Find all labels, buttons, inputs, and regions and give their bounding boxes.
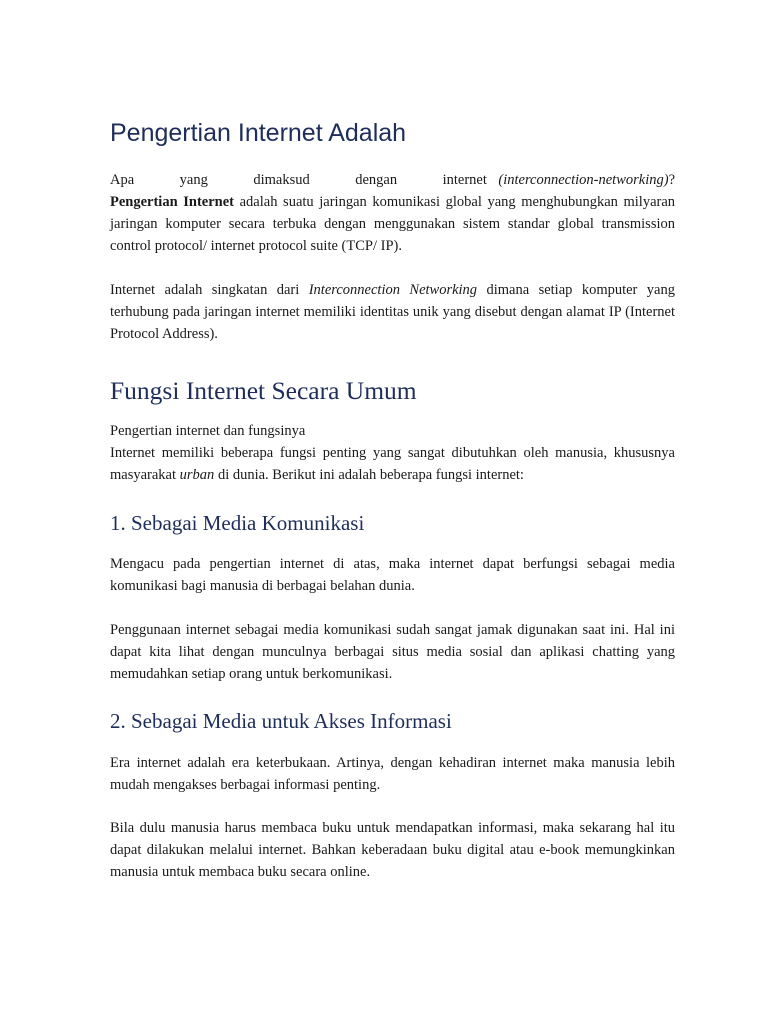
fungsi-intro-lead: Internet memiliki beberapa fungsi penting yang sangat dibutuhkan oleh manusia, khususnya masyarakat — [110, 445, 675, 483]
paragraph-informasi-2: Bila dulu manusia harus membaca buku untuk mendapatkan informasi, maka sekarang hal itu dapat dilakukan melalui internet. Bahkan keberadaan buku digital atau e-book memungkinkan manusia untuk membaca buku secara online. — [110, 820, 675, 880]
section-title-akses-informasi: 2. Sebagai Media untuk Akses Informasi — [110, 709, 452, 733]
abbreviation-rest: dimana setiap komputer yang terhubung pada jaringan internet memiliki identitas unik yang disebut dengan alamat IP (Internet Protocol Address). — [110, 282, 675, 342]
paragraph-definition — [110, 169, 675, 257]
definition-question-mark: ? — [668, 172, 676, 188]
definition-lead: Apa yang dimaksud dengan internet — [110, 172, 487, 188]
paragraph-abbreviation — [110, 279, 675, 345]
abbreviation-italic-term: Interconnection Networking — [308, 282, 478, 298]
definition-rest: adalah suatu jaringan komunikasi global yang menghubungkan milyaran jaringan komputer secara terbuka dengan menggunakan sistem standar global transmission control protocol/ internet protocol suite (TCP/ IP). — [110, 194, 676, 254]
paragraph-fungsi-intro — [110, 442, 675, 486]
definition-bold-2: Internet — [183, 194, 235, 210]
definition-italic-term: (interconnection-networking) — [498, 172, 669, 188]
paragraph-komunikasi-1: Mengacu pada pengertian internet di atas, maka internet dapat berfungsi sebagai media komunikasi bagi manusia di berbagai belahan dunia. — [110, 556, 675, 594]
abbreviation-lead: Internet adalah singkatan dari — [110, 282, 300, 298]
subtitle-fungsi: Pengertian internet dan fungsinya — [110, 423, 306, 439]
paragraph-komunikasi-2: Penggunaan internet sebagai media komunikasi sudah sangat jamak digunakan saat ini. Hal ini dapat kita lihat dengan munculnya berbagai situs media sosial dan aplikasi chatting yang memudahkan setiap orang untuk berkomunikasi. — [110, 622, 675, 682]
fungsi-intro-italic: urban — [179, 467, 215, 483]
section-title-fungsi: Fungsi Internet Secara Umum — [110, 376, 417, 405]
definition-bold-1: Pengertian — [110, 194, 178, 210]
fungsi-intro-rest: di dunia. Berikut ini adalah beberapa fungsi internet: — [217, 467, 524, 483]
section-title-komunikasi: 1. Sebagai Media Komunikasi — [110, 511, 365, 535]
section-title-pengertian: Pengertian Internet Adalah — [110, 119, 407, 147]
paragraph-informasi-1: Era internet adalah era keterbukaan. Artinya, dengan kehadiran internet maka manusia lebih mudah mengakses berbagai informasi penting. — [110, 755, 675, 793]
